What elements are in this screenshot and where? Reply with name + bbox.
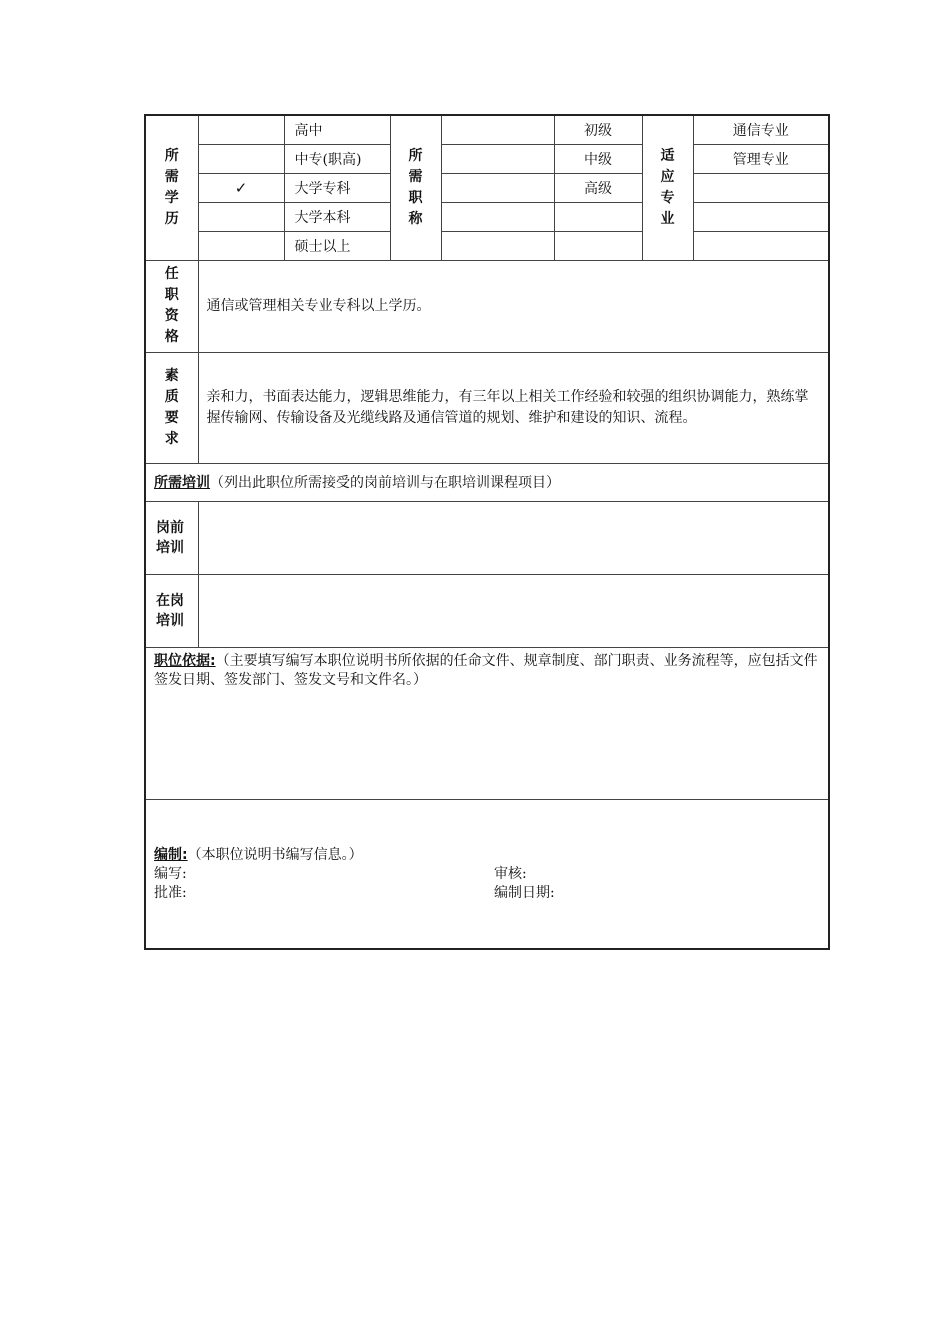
basis-note: （主要填写编写本职位说明书所依据的任命文件、规章制度、部门职责、业务流程等，应包括文件签发日期、签发部门、签发文号和文件名。） [154, 652, 818, 688]
major-item-2[interactable] [693, 173, 829, 202]
title-level-2: 高级 [554, 173, 642, 202]
education-label-text: 所需学历 [164, 147, 179, 227]
quality-label-text: 素质要求 [164, 367, 179, 447]
major-item-3[interactable] [693, 202, 829, 231]
basis-cell[interactable] [145, 647, 829, 799]
education-option-0: 高中 [284, 115, 390, 144]
pre-job-label-line-1: 岗前 [156, 519, 184, 536]
qualification-label-text: 任职资格 [164, 266, 179, 345]
on-job-training-content[interactable] [198, 574, 829, 647]
compile-cell [145, 799, 829, 949]
title-mark-4[interactable] [441, 231, 554, 260]
job-description-form [144, 114, 830, 950]
education-mark-2[interactable]: ✓ [198, 173, 284, 202]
on-job-training-label [145, 574, 198, 647]
title-mark-3[interactable] [441, 202, 554, 231]
reviewer-field[interactable]: 审核: [494, 865, 527, 882]
education-mark-1[interactable] [198, 144, 284, 173]
education-label [145, 115, 198, 260]
date-field[interactable]: 编制日期: [494, 884, 555, 901]
training-heading: 所需培训 [154, 475, 210, 491]
signature-row-1 [154, 865, 820, 884]
education-mark-4[interactable] [198, 231, 284, 260]
title-level-0: 初级 [554, 115, 642, 144]
title-label-text: 所需职称 [408, 147, 423, 227]
education-mark-0[interactable] [198, 115, 284, 144]
pre-job-training-content[interactable] [198, 501, 829, 574]
education-option-3: 大学本科 [284, 202, 390, 231]
title-level-3 [554, 202, 642, 231]
quality-label [145, 352, 198, 463]
training-heading-row [145, 463, 829, 501]
qualification-text: 通信或管理相关专业专科以上学历。 [198, 260, 829, 352]
major-item-0[interactable]: 通信专业 [693, 115, 829, 144]
compile-heading: 编制: [154, 846, 188, 863]
major-item-1[interactable]: 管理专业 [693, 144, 829, 173]
on-job-label-line-1: 在岗 [156, 592, 184, 609]
education-option-4: 硕士以上 [284, 231, 390, 260]
pre-job-label-line-2: 培训 [156, 539, 184, 556]
title-label [390, 115, 441, 260]
education-mark-3[interactable] [198, 202, 284, 231]
major-label-text: 适应专业 [660, 147, 675, 227]
title-mark-0[interactable] [441, 115, 554, 144]
qualification-label [145, 260, 198, 352]
on-job-label-line-2: 培训 [156, 612, 184, 629]
approver-field[interactable]: 批准: [154, 884, 187, 901]
title-level-4 [554, 231, 642, 260]
compile-note: （本职位说明书编写信息。） [187, 846, 363, 863]
title-mark-2[interactable] [441, 173, 554, 202]
writer-field[interactable]: 编写: [154, 865, 187, 882]
title-mark-1[interactable] [441, 144, 554, 173]
training-note: （列出此职位所需接受的岗前培训与在职培训课程项目） [210, 475, 560, 491]
pre-job-training-label [145, 501, 198, 574]
title-level-1: 中级 [554, 144, 642, 173]
basis-heading: 职位依据: [154, 652, 216, 669]
education-option-2: 大学专科 [284, 173, 390, 202]
signature-row-2 [154, 884, 820, 903]
compile-heading-line [154, 846, 820, 865]
major-item-4[interactable] [693, 231, 829, 260]
quality-text: 亲和力，书面表达能力，逻辑思维能力，有三年以上相关工作经验和较强的组织协调能力，熟练掌握传输网、传输设备及光缆线路及通信管道的规划、维护和建设的知识、流程。 [198, 352, 829, 463]
major-label [642, 115, 693, 260]
education-option-1: 中专(职高) [284, 144, 390, 173]
